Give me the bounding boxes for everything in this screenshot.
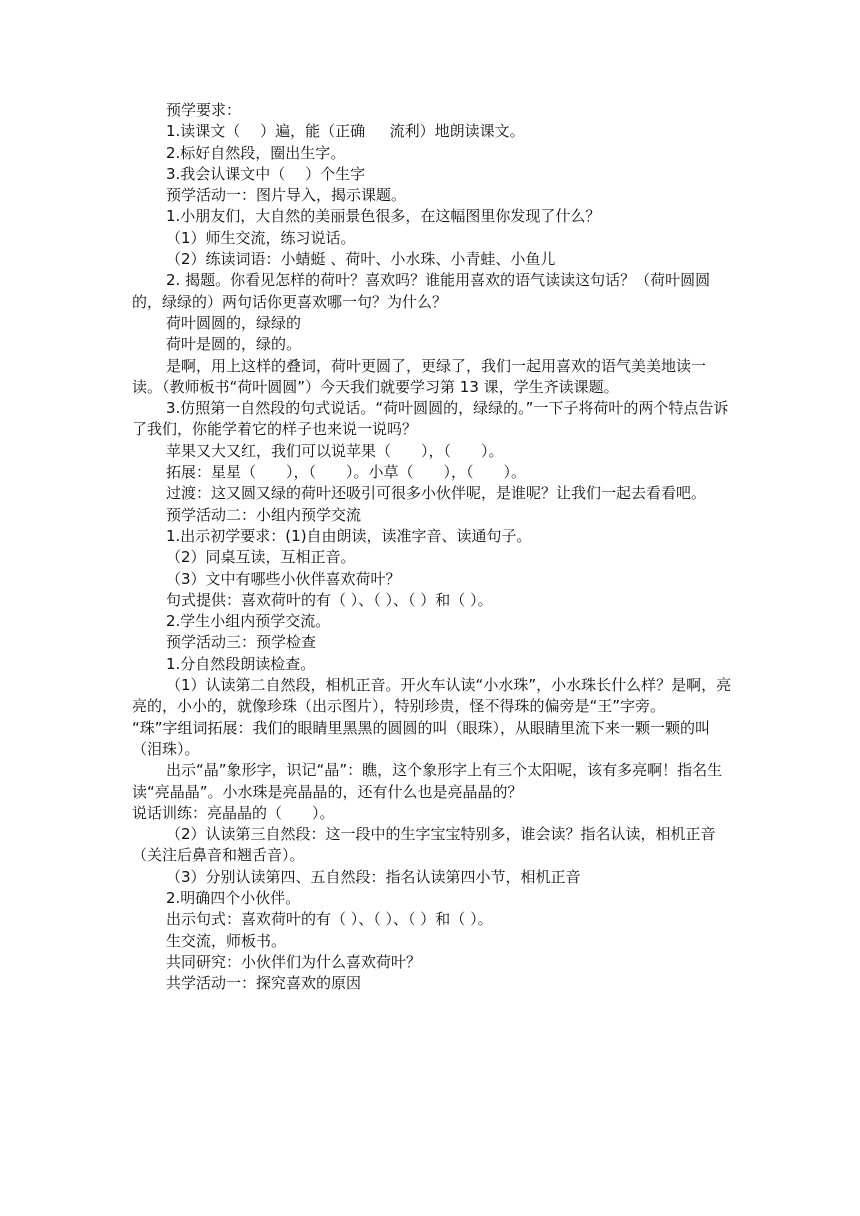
document-paragraph: （2）练读词语：小蜻蜓 、荷叶、小水珠、小青蛙、小鱼儿	[166, 250, 556, 269]
document-paragraph: 2.明确四个小伙伴。	[166, 888, 301, 907]
document-paragraph: 共学活动一：探究喜欢的原因	[166, 974, 362, 993]
document-paragraph: 出示句式：喜欢荷叶的有（ ）、（ ）、（ ）和（ ）。	[166, 910, 493, 929]
document-paragraph: 是啊，用上这样的叠词，荷叶更圆了，更绿了，我们一起用喜欢的语气美美地读一读。（教师板书“荷叶圆圆”）今天我们就要学习第 13 课，学生齐读课题。	[132, 356, 707, 396]
document-paragraph: （3）文中有哪些小伙伴喜欢荷叶？	[166, 569, 401, 588]
document-paragraph: 说话训练：亮晶晶的（ ）。	[132, 803, 335, 822]
document-paragraph: （2）认读第三自然段：这一段中的生字宝宝特别多，谁会读？指名认读，相机正音（关注后鼻音和翘舌音）。	[132, 825, 716, 865]
document-paragraph: 1.小朋友们，大自然的美丽景色很多，在这幅图里你发现了什么？	[166, 207, 601, 226]
document-paragraph: 3.我会认课文中（ ）个生字	[166, 164, 366, 183]
document-paragraph: （2）同桌互读，互相正音。	[166, 548, 356, 567]
document-paragraph: （1）师生交流，练习说话。	[166, 228, 356, 247]
document-body	[132, 100, 732, 994]
document-paragraph: 1.出示初学要求：(1)自由朗读，读准字音、读通句子。	[166, 526, 532, 545]
document-paragraph: 1.分自然段朗读检查。	[166, 654, 316, 673]
document-paragraph: 苹果又大又红，我们可以说苹果（ ），（ ）。	[166, 441, 504, 460]
document-paragraph: 1.读课文（ ）遍，能（正确 流利）地朗读课文。	[166, 122, 525, 141]
document-paragraph: 预学活动二：小组内预学交流	[166, 505, 362, 524]
document-paragraph: （3）分别认读第四、五自然段：指名认读第四小节，相机正音	[166, 867, 581, 886]
document-paragraph: 2.标好自然段，圈出生字。	[166, 143, 346, 162]
document-paragraph: 预学要求：	[166, 101, 242, 119]
document-paragraph: 荷叶是圆的，绿的。	[166, 335, 302, 354]
document-paragraph: 3.仿照第一自然段的句式说话。“荷叶圆圆的，绿绿的。”一下子将荷叶的两个特点告诉了我们，你能学着它的样子也来说一说吗？	[132, 399, 729, 439]
document-paragraph: 过渡：这又圆又绿的荷叶还吸引可很多小伙伴呢，是谁呢？让我们一起去看看吧。	[166, 484, 707, 503]
document-paragraph: 生交流，师板书。	[166, 931, 287, 950]
document-paragraph: 2.学生小组内预学交流。	[166, 612, 331, 631]
document-paragraph: 荷叶圆圆的，绿绿的	[166, 313, 302, 332]
document-paragraph: “珠”字组词拓展：我们的眼睛里黑黑的圆圆的叫（眼珠），从眼睛里流下来一颗一颗的叫（泪珠）。	[132, 718, 711, 758]
document-paragraph: 出示“晶”象形字，识记“晶”：瞧，这个象形字上有三个太阳呢，该有多亮啊！指名生读“亮晶晶”。小水珠是亮晶晶的，还有什么也是亮晶晶的？	[132, 761, 723, 801]
document-paragraph: 拓展：星星（ ），（ ）。小草（ ），（ ）。	[166, 463, 527, 482]
document-paragraph: 句式提供：喜欢荷叶的有（ ）、（ ）、（ ）和（ ）。	[166, 590, 493, 609]
document-paragraph: 预学活动三：预学检查	[166, 633, 317, 652]
document-paragraph: 2. 揭题。你看见怎样的荷叶？喜欢吗？谁能用喜欢的语气读读这句话？（荷叶圆圆的，绿绿的）两句话你更喜欢哪一句？为什么？	[132, 271, 711, 311]
document-paragraph: 预学活动一：图片导入，揭示课题。	[166, 186, 407, 205]
document-paragraph: （1）认读第二自然段，相机正音。开火车认读“小水珠”，小水珠长什么样？是啊，亮亮的，小小的，就像珍珠（出示图片），特别珍贵，怪不得珠的偏旁是“王”字旁。	[132, 676, 732, 716]
document-paragraph: 共同研究：小伙伴们为什么喜欢荷叶？	[166, 952, 422, 971]
